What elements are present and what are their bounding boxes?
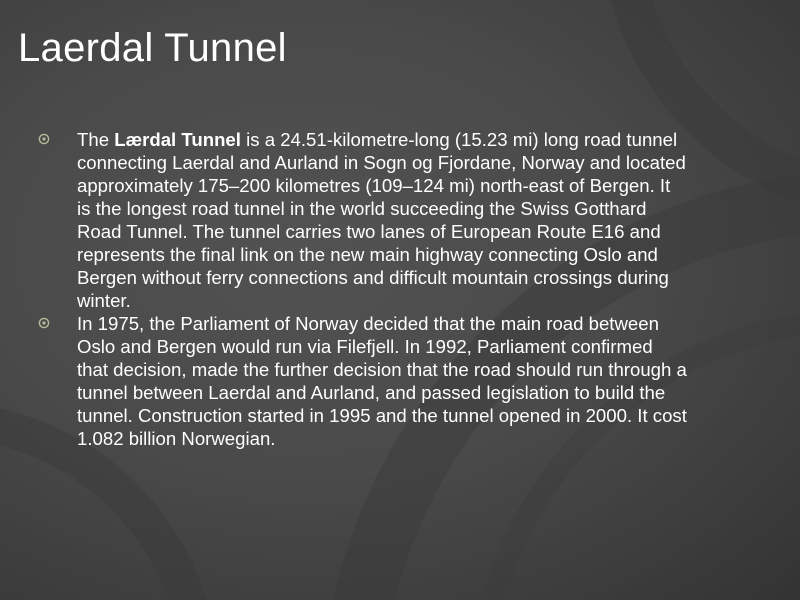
bullet-bold-term: Lærdal Tunnel — [114, 129, 241, 150]
bullet-list — [38, 128, 688, 450]
bullet-body-text: In 1975, the Parliament of Norway decided that the main road between Oslo and Bergen would run via Filefjell. In 1992, Parliament confirmed that decision, made the further decision that the road should run through a tunnel between Laerdal and Aurland, and passed legislation to build the tunnel. Construction started in 1995 and the tunnel opened in 2000. It cost 1.082 billion Norwegian. — [77, 313, 687, 449]
bullet-body-text: is a 24.51-kilometre-long (15.23 mi) long road tunnel connecting Laerdal and Aurland in Sogn og Fjordane, Norway and located approximately 175–200 kilometres (109–124 mi) north-east of Bergen. It is the longest road tunnel in the world succeeding the Swiss Gotthard Road Tunnel. The tunnel carries two lanes of European Route E16 and represents the final link on the new main highway connecting Oslo and Bergen without ferry connections and difficult mountain crossings during winter. — [77, 129, 686, 311]
circle-bullet-icon — [38, 133, 50, 145]
circle-bullet-icon — [38, 317, 50, 329]
slide-title: Laerdal Tunnel — [18, 26, 287, 70]
bullet-lead-text: The — [77, 129, 115, 150]
bullet-item — [38, 128, 688, 312]
bullet-item — [38, 312, 688, 450]
